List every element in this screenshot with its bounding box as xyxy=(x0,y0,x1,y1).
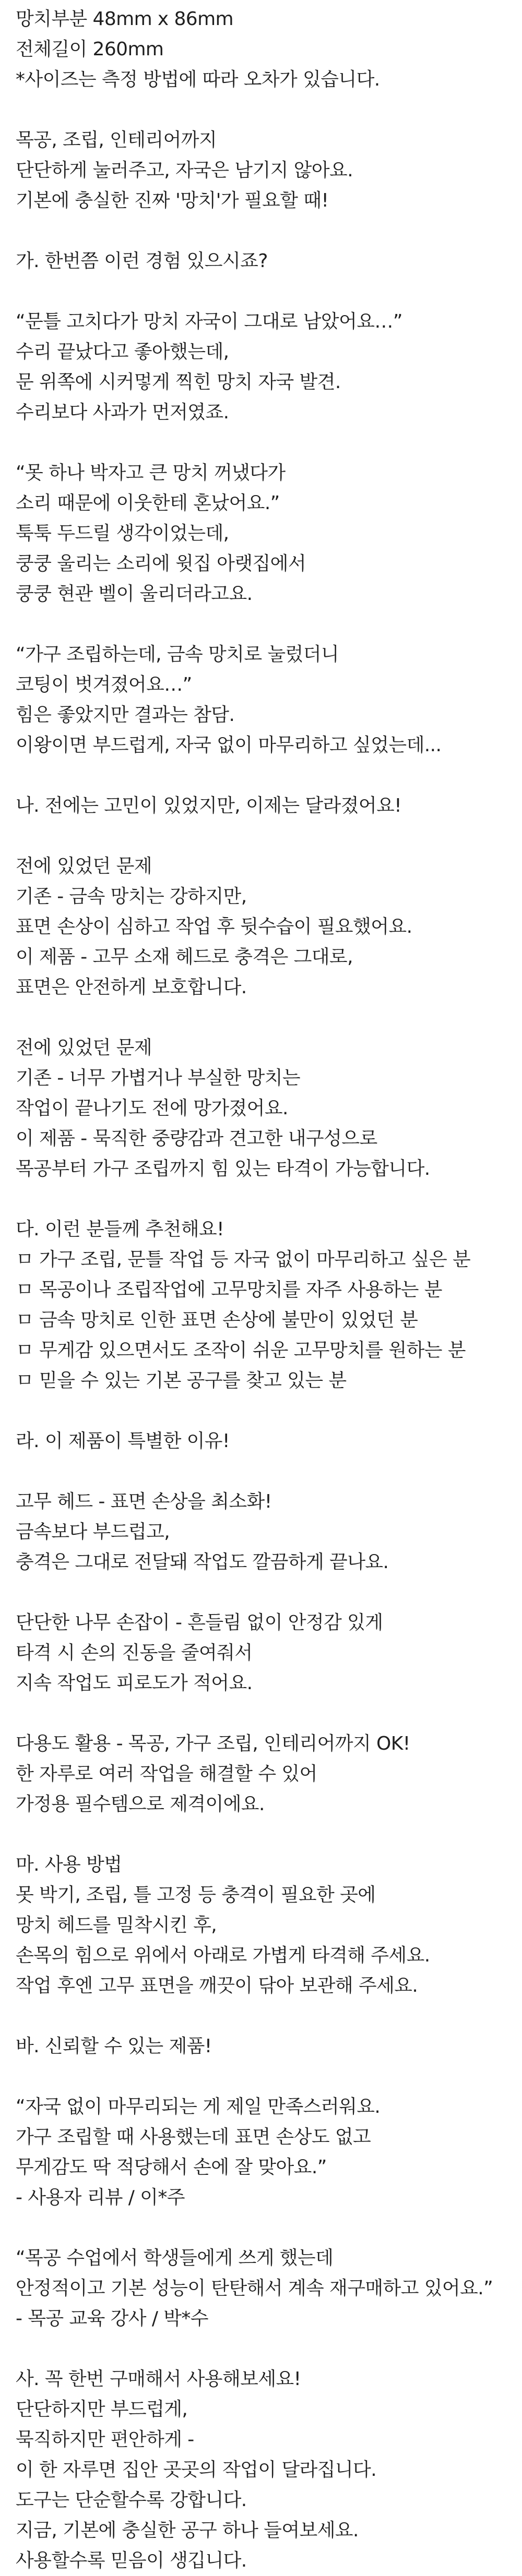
text-line: 지금, 기본에 충실한 공구 하나 들여보세요. xyxy=(16,2520,359,2541)
text-line: 마. 사용 방법 xyxy=(16,1854,122,1875)
text-line: 고무 헤드 - 표면 손상을 최소화! xyxy=(16,1491,272,1512)
blank-line xyxy=(16,428,506,458)
blank-line xyxy=(16,95,506,125)
text-line: 목공, 조립, 인테리어까지 xyxy=(16,129,217,151)
blank-line xyxy=(16,609,506,640)
blank-line xyxy=(16,276,506,307)
text-line: 이왕이면 부드럽게, 자국 없이 마무리하고 싶었는데... xyxy=(16,735,442,756)
text-line: 사용할수록 믿음이 생깁니다. xyxy=(16,2550,247,2571)
text-line: 가구 조립할 때 사용했는데 표면 손상도 없고 xyxy=(16,2126,371,2148)
blank-line xyxy=(16,1699,506,1729)
text-line: 쿵쿵 울리는 소리에 윗집 아랫집에서 xyxy=(16,553,306,574)
blank-line xyxy=(16,1396,506,1426)
blank-line xyxy=(16,2213,506,2243)
text-line: *사이즈는 측정 방법에 따라 오차가 있습니다. xyxy=(16,69,380,90)
text-line: 단단한 나무 손잡이 - 흔들림 없이 안정감 있게 xyxy=(16,1612,383,1633)
blank-line xyxy=(16,2334,506,2364)
blank-line xyxy=(16,1820,506,1850)
text-line: 표면 손상이 심하고 작업 후 뒷수습이 필요했어요. xyxy=(16,916,412,937)
text-line: 타격 시 손의 진동을 줄여줘서 xyxy=(16,1642,253,1664)
text-line: 도구는 단순할수록 강합니다. xyxy=(16,2489,247,2511)
text-line: 망치부분 48mm x 86mm xyxy=(16,8,234,30)
text-line: 충격은 그대로 전달돼 작업도 깔끔하게 끝나요. xyxy=(16,1551,389,1573)
text-line: 나. 전에는 고민이 있었지만, 이제는 달라졌어요! xyxy=(16,795,402,816)
text-line: 망치 헤드를 밀착시킨 후, xyxy=(16,1915,217,1936)
text-line: - 목공 교육 강사 / 박*수 xyxy=(16,2308,208,2329)
text-line: ㅁ 목공이나 조립작업에 고무망치를 자주 사용하는 분 xyxy=(16,1279,442,1301)
text-line: 수리보다 사과가 먼저였죠. xyxy=(16,402,229,423)
text-line: “가구 조립하는데, 금속 망치로 눌렀더니 xyxy=(16,644,339,665)
text-line: “자국 없이 마무리되는 게 제일 만족스러워요. xyxy=(16,2096,381,2117)
text-line: - 사용자 리뷰 / 이*주 xyxy=(16,2187,185,2208)
text-line: 이 제품 - 고무 소재 헤드로 충격은 그대로, xyxy=(16,946,353,968)
text-line: ㅁ 무게감 있으면서도 조작이 쉬운 고무망치를 원하는 분 xyxy=(16,1340,466,1361)
text-line: 바. 신뢰할 수 있는 제품! xyxy=(16,2036,212,2057)
text-line: 기존 - 너무 가볍거나 부실한 망치는 xyxy=(16,1067,301,1089)
blank-line xyxy=(16,1578,506,1608)
text-line: 소리 때문에 이웃한테 혼났어요.” xyxy=(16,492,280,514)
text-line: 라. 이 제품이 특별한 이유! xyxy=(16,1430,230,1452)
text-line: 전에 있었던 문제 xyxy=(16,856,152,877)
blank-line xyxy=(16,1003,506,1033)
text-line: 수리 끝났다고 좋아했는데, xyxy=(16,341,229,363)
text-line: 전체길이 260mm xyxy=(16,39,164,60)
text-line: 다용도 활용 - 목공, 가구 조립, 인테리어까지 OK! xyxy=(16,1733,410,1754)
text-line: 이 제품 - 묵직한 중량감과 견고한 내구성으로 xyxy=(16,1128,377,1149)
text-line: 무게감도 딱 적당해서 손에 잘 맞아요.” xyxy=(16,2157,327,2178)
text-line: 작업 후엔 고무 표면을 깨끗이 닦아 보관해 주세요. xyxy=(16,1975,418,1996)
text-line: 목공부터 가구 조립까지 힘 있는 타격이 가능합니다. xyxy=(16,1158,430,1179)
text-line: 표면은 안전하게 보호합니다. xyxy=(16,977,247,998)
blank-line xyxy=(16,761,506,791)
text-line: 힘은 좋았지만 결과는 참담. xyxy=(16,704,235,726)
text-line: 다. 이런 분들께 추천해요! xyxy=(16,1219,224,1240)
text-line: 단단하게 눌러주고, 자국은 남기지 않아요. xyxy=(16,160,353,181)
text-line: 문 위쪽에 시커멓게 찍힌 망치 자국 발견. xyxy=(16,371,341,393)
text-line: “목공 수업에서 학생들에게 쓰게 했는데 xyxy=(16,2247,334,2269)
text-line: 금속보다 부드럽고, xyxy=(16,1521,170,1543)
text-line: 가. 한번쯤 이런 경험 있으시죠? xyxy=(16,250,268,272)
text-line: 툭툭 두드릴 생각이었는데, xyxy=(16,523,229,544)
text-line: 안정적이고 기본 성능이 탄탄해서 계속 재구매하고 있어요.” xyxy=(16,2278,493,2299)
blank-line xyxy=(16,1456,506,1487)
text-line: 지속 작업도 피로도가 적어요. xyxy=(16,1672,253,1694)
blank-line xyxy=(16,1184,506,1214)
text-line: 사. 꼭 한번 구매해서 사용해보세요! xyxy=(16,2368,301,2390)
text-line: ㅁ 금속 망치로 인한 표면 손상에 불만이 있었던 분 xyxy=(16,1309,418,1331)
text-line: 기존 - 금속 망치는 강하지만, xyxy=(16,886,247,907)
text-line: 단단하지만 부드럽게, xyxy=(16,2399,188,2420)
text-line: 가정용 필수템으로 제격이에요. xyxy=(16,1793,265,1815)
text-line: ㅁ 믿을 수 있는 기본 공구를 찾고 있는 분 xyxy=(16,1370,347,1391)
text-line: 이 한 자루면 집안 곳곳의 작업이 달라집니다. xyxy=(16,2459,377,2481)
blank-line xyxy=(16,2001,506,2031)
text-line: “못 하나 박자고 큰 망치 꺼냈다가 xyxy=(16,462,286,484)
text-line: 코팅이 벗겨졌어요…” xyxy=(16,674,192,695)
blank-line xyxy=(16,216,506,246)
text-line: ㅁ 가구 조립, 문틀 작업 등 자국 없이 마무리하고 싶은 분 xyxy=(16,1249,471,1270)
text-line: 전에 있었던 문제 xyxy=(16,1037,152,1058)
blank-line xyxy=(16,821,506,851)
text-line: 못 박기, 조립, 틀 고정 등 충격이 필요한 곳에 xyxy=(16,1884,376,1906)
text-line: 기본에 충실한 진짜 '망치'가 필요할 때! xyxy=(16,190,329,211)
text-line: 작업이 끝나기도 전에 망가졌어요. xyxy=(16,1098,288,1119)
text-line: 한 자루로 여러 작업을 해결할 수 있어 xyxy=(16,1763,317,1785)
text-line: 쿵쿵 현관 벨이 울리더라고요. xyxy=(16,583,253,605)
text-line: “문틀 고치다가 망치 자국이 그대로 남았어요…” xyxy=(16,311,402,332)
text-line: 묵직하지만 편안하게 - xyxy=(16,2429,194,2450)
text-line: 손목의 힘으로 위에서 아래로 가볍게 타격해 주세요. xyxy=(16,1945,430,1966)
blank-line xyxy=(16,2062,506,2092)
